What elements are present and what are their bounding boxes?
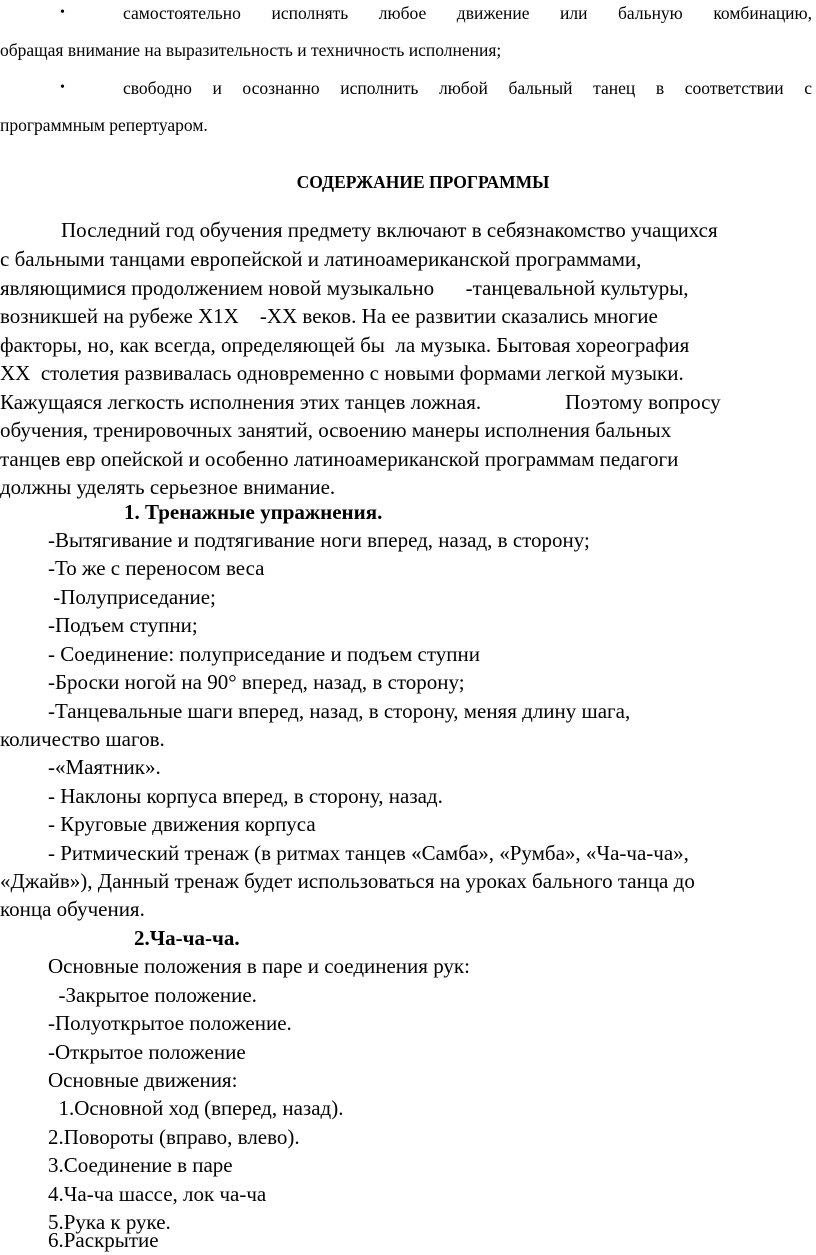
list-item: -Открытое положение [48,1040,246,1064]
bullet-1-line-2: обращая внимание на выразительность и техничность исполнения; [0,40,502,60]
list-item: «Джайв»), Данный тренаж будет использоваться на уроках бального танца до [0,869,695,893]
list-item: конца обучения. [0,897,145,921]
bullet-1-line-1: самостоятельно исполнять любое движение или бальную комбинацию, [123,3,812,23]
list-item: -То же с переносом веса [48,556,265,580]
list-item: 3.Соединение в паре [48,1153,233,1177]
bullet-glyph: • [60,80,65,95]
list-item: -«Маятник». [48,755,161,779]
list-item: 4.Ча-ча шассе, лок ча-ча [48,1182,267,1206]
list-item: 1.Основной ход (вперед, назад). [48,1096,344,1120]
list-item: 6.Раскрытие [48,1228,159,1252]
list-item: 2.Повороты (вправо, влево). [48,1125,300,1149]
list-item: -Подъем ступни; [48,613,198,637]
paragraph-line: являющимися продолжением новой музыкально -танцевальной культуры, [0,276,689,300]
list-item: -Закрытое положение. [48,983,257,1007]
paragraph-line: возникшей на рубеже Х1Х -ХХ веков. На ее развитии сказались многие [0,304,658,328]
paragraph-line: Кажущаяся легкость исполнения этих танцев ложная. Поэтому вопросу [0,390,721,414]
paragraph-line: с бальными танцами европейской и латиноамериканской программами, [0,247,642,271]
section-heading: СОДЕРЖАНИЕ ПРОГРАММЫ [296,172,550,192]
list-item: -Полуоткрытое положение. [48,1011,292,1035]
list-item: 5.Рука к руке. [48,1210,171,1234]
paragraph-line: ХХ столетия развивалась одновременно с новыми формами легкой музыки. [0,361,684,385]
section-2-title: 2.Ча-ча-ча. [134,926,240,950]
list-item: -Вытягивание и подтягивание ноги вперед, назад, в сторону; [48,528,590,552]
list-item: -Танцевальные шаги вперед, назад, в сторону, меняя длину шага, [48,699,631,723]
list-item: количество шагов. [0,727,165,751]
list-item: - Соединение: полуприседание и подъем ступни [48,642,480,666]
paragraph-line: Последний год обучения предмету включают в себязнакомство учащихся [61,218,718,242]
paragraph-line: обучения, тренировочных занятий, освоению манеры исполнения бальных [0,418,672,442]
bullet-2-line-1: свободно и осознанно исполнить любой бальный танец в соответствии с [123,78,812,98]
list-item: - Ритмический тренаж (в ритмах танцев «Самба», «Румба», «Ча-ча-ча», [48,841,689,865]
paragraph-line: должны уделять серьезное внимание. [0,475,336,499]
list-item: -Полуприседание; [48,585,216,609]
list-item: Основные положения в паре и соединения рук: [48,954,470,978]
bullet-glyph: • [60,5,65,20]
list-item: - Круговые движения корпуса [48,812,316,836]
list-item: -Броски ногой на 90° вперед, назад, в сторону; [48,670,465,694]
bullet-2-line-2: программным репертуаром. [0,115,208,135]
paragraph-line: танцев евр опейской и особенно латиноамериканской программам педагоги [0,447,679,471]
list-item: - Наклоны корпуса вперед, в сторону, назад. [48,784,443,808]
paragraph-line: факторы, но, как всегда, определяющей бы ла музыка. Бытовая хореография [0,333,690,357]
section-1-title: 1. Тренажные упражнения. [124,500,383,524]
list-item: Основные движения: [48,1068,238,1092]
